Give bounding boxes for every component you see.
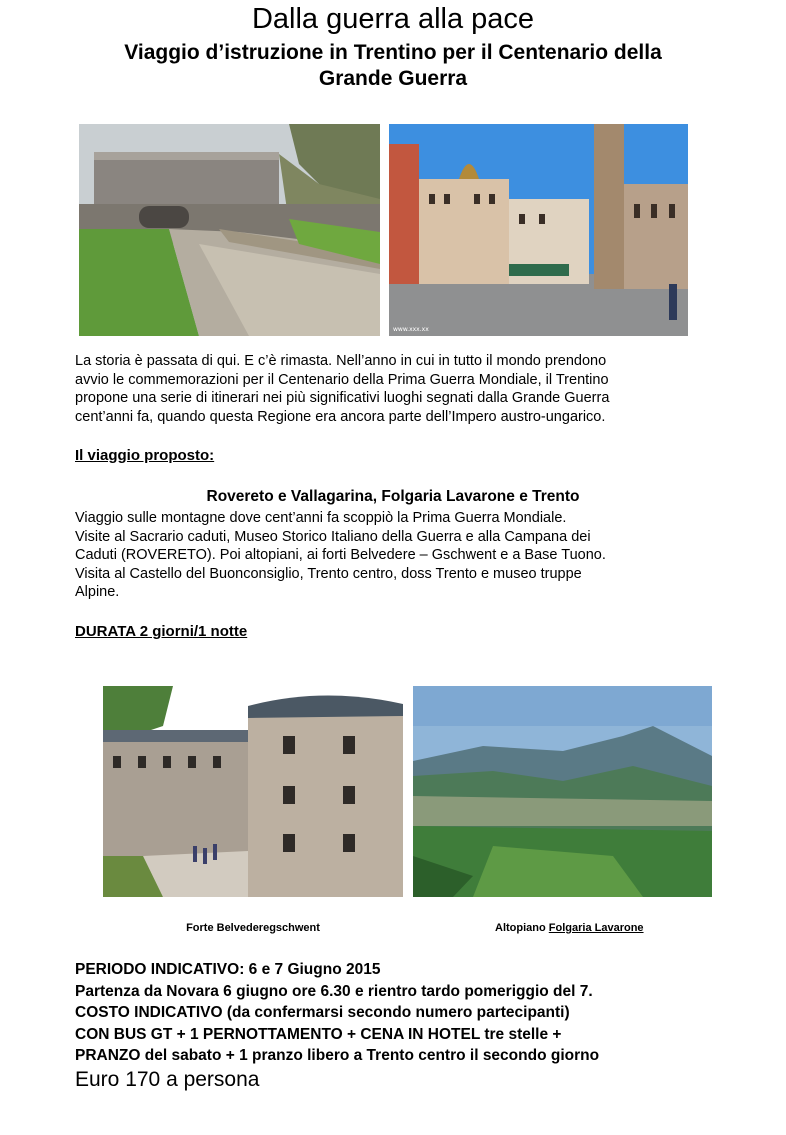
proposal-heading: Il viaggio proposto: [75,447,215,464]
photo-watermark: www.xxx.xx [393,326,429,333]
page-title: Dalla guerra alla pace [251,3,535,35]
proposal-line: Viaggio sulle montagne dove cent’anni fa scoppiò la Prima Guerra Mondiale. [75,510,567,526]
proposal-line: Alpine. [75,584,120,601]
intro-line: propone una serie di itinerari nei più significativi luoghi segnati dalla Grande Guerra [75,390,610,407]
proposal-line: Visite al Sacrario caduti, Museo Storico Italiano della Guerra e alla Campana dei [75,528,591,545]
trento-square-photo [389,124,688,336]
page-subtitle [60,40,726,92]
route-title: Rovereto e Vallagarina, Folgaria Lavarone e Trento [206,488,580,505]
proposal-paragraph [75,509,711,602]
intro-line: cent’anni fa, quando questa Regione era ancora parte dell’Impero austro-ungarico. [75,408,606,425]
caption-forte: Forte Belvederegschwent [186,922,320,934]
caption-place: Folgaria Lavarone [548,922,644,934]
trip-details [75,959,711,1067]
fort-photo [79,124,380,336]
caption-prefix: Altopiano [495,922,549,934]
proposal-line: Visita al Castello del Buonconsiglio, Trento centro, doss Trento e museo truppe [75,565,582,582]
intro-line: La storia è passata di qui. E c’è rimasta. Nell’anno in cui in tutto il mondo prendono [75,353,607,369]
price: Euro 170 a persona [75,1068,260,1091]
intro-line: avvio le commemorazioni per il Centenario della Prima Guerra Mondiale, il Trentino [75,371,609,388]
subtitle-line: Viaggio d’istruzione in Trentino per il Centenario della [124,41,662,64]
proposal-line: Caduti (ROVERETO). Poi altopiani, ai forti Belvedere – Gschwent e a Base Tuono. [75,547,606,564]
duration-heading: DURATA 2 giorni/1 notte [75,623,248,640]
caption-altopiano [413,922,753,934]
details-line: PERIODO INDICATIVO: 6 e 7 Giugno 2015 [75,961,381,978]
altopiano-photo [413,686,712,897]
forte-belvedere-photo [103,686,403,897]
details-line: Partenza da Novara 6 giugno ore 6.30 e rientro tardo pomeriggio del 7. [75,982,593,1000]
details-line: COSTO INDICATIVO (da confermarsi secondo numero partecipanti) [75,1004,570,1021]
details-line: CON BUS GT + 1 PERNOTTAMENTO + CENA IN HOTEL tre stelle + [75,1025,562,1043]
subtitle-line: Grande Guerra [318,67,468,90]
details-line: PRANZO del sabato + 1 pranzo libero a Trento centro il secondo giorno [75,1047,600,1064]
intro-paragraph [75,352,711,426]
